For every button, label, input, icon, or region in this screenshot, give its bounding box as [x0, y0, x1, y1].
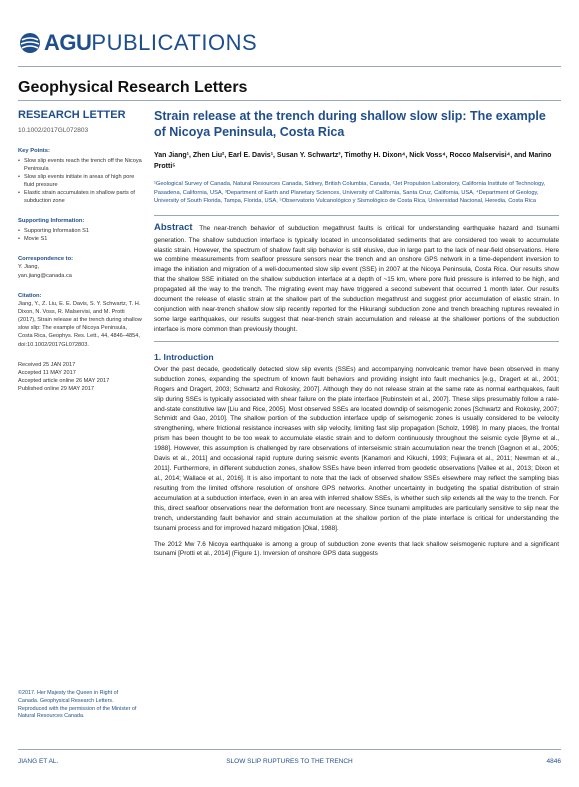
agu-globe-icon: [18, 31, 42, 55]
key-points-list: [18, 157, 142, 206]
key-point: • Elastic strain accumulates in shallow parts of subduction zone: [24, 189, 142, 205]
abstract-box: [154, 215, 559, 342]
supporting-info-heading: Supporting Information:: [18, 218, 85, 225]
logo-publications-text: PUBLICATIONS: [91, 30, 258, 55]
footer-authors: JIANG ET AL.: [18, 758, 59, 765]
publication-dates: [18, 361, 142, 393]
journal-name: Geophysical Research Letters: [18, 79, 248, 96]
header-divider: [18, 66, 561, 67]
supporting-info-list: [18, 227, 142, 243]
footer-running-title: SLOW SLIP RUPTURES TO THE TRENCH: [226, 758, 353, 765]
footer-divider: [18, 749, 561, 750]
author-list: Yan Jiang¹, Zhen Liu², Earl E. Davis¹, Susan Y. Schwartz³, Timothy H. Dixon⁴, Nick Voss⁴, Rocco Malservisi⁴, and Marino Protti⁵: [154, 151, 552, 171]
article-main: [154, 108, 559, 559]
citation-text: Jiang, Y., Z. Liu, E. E. Davis, S. Y. Schwartz, T. H. Dixon, N. Voss, R. Malservisi, and M. Protti (2017), Strain release at the trench during shallow slow slip: The example of Nicoya Peninsula, Costa Rica, Geophys. Res. Lett., 44, 4846–4854, doi:10.1002/2017GL072803.: [18, 301, 142, 348]
abstract-text: The near-trench behavior of subduction megathrust faults is critical for understanding earthquake hazard and tsunami generation. The shallow subduction interface is typically located in unconsolidated sediments that are considered too weak to accumulate elastic strain. However, the spectrum of shallow fault slip behavior is still elusive, due in large part to the lack of near-field observations. Here we combine measurements from seafloor pressure sensors near the trench and an onshore GPS network in a time-dependent inversion to image the initiation and migration of a well-documented slow slip event (SSE) in 2007 at the Nicoya Peninsula, Costa Rica. Our results show that the shallow SSE initiated on the shallow subduction interface at a depth of ~15 km, where pore fluid pressure is inferred to be high, and propagated all the way to the trench. The migrating event may have triggered a second subevent that occurred 1 month later. Our results document the release of elastic strain at the shallow part of the subduction megathrust and suggest prior accumulation of elastic strain. In conjunction with near-trench shallow slow slip recently reported for the Hikurangi subduction zone and trench breaching ruptures revealed in some large earthquakes, our results suggest that near-trench strain accumulation and release at the shallower portions of the subduction interface is more common than previously thought.: [154, 224, 559, 333]
key-point: • Slow slip events initiate in areas of high pore fluid pressure: [24, 173, 142, 189]
sidebar: [18, 108, 142, 393]
body-paragraph: The 2012 Mw 7.6 Nicoya earthquake is among a group of subduction zone events that lack shallow seismogenic rupture and a significant tsunami [Protti et al., 2014] (Figure 1). Inversion of onshore GPS data suggests: [154, 540, 559, 558]
copyright-notice: ©2017. Her Majesty the Queen in Right of Canada. Geophysical Research Letters. Reproduced with the permission of the Minister of Natural Resources Canada.: [18, 690, 137, 720]
key-points-heading: Key Points:: [18, 148, 50, 155]
affiliations: ¹Geological Survey of Canada, Natural Resources Canada, Sidney, British Columbia, Canada, ²Jet Propulsion Laboratory, California Institute of Technology, Pasadena, California, USA, ³Department of Earth and Planetary Sciences, University of California, Santa Cruz, California, USA, ⁴Department of Geology, University of South Florida, Tampa, Florida, USA, ⁵Observatorio Vulcanológico y Sismológico de Costa Rica, Universidad Nacional, Heredia, Costa Rica: [154, 181, 546, 205]
supporting-info-link[interactable]: • Movie S1: [24, 235, 142, 243]
correspondence-name: Y. Jiang,: [18, 264, 40, 271]
accepted-online-date: Accepted article online 26 MAY 2017: [18, 377, 110, 384]
article-type: RESEARCH LETTER: [18, 109, 126, 121]
accepted-date: Accepted 11 MAY 2017: [18, 369, 76, 376]
section-heading: 1. Introduction: [154, 351, 214, 362]
article-title: Strain release at the trench during shallow slow slip: The example of Nicoya Peninsula, Costa Rica: [154, 109, 546, 140]
correspondence-email[interactable]: yan.jiang@canada.ca: [18, 272, 72, 279]
published-online-date: Published online 29 MAY 2017: [18, 386, 94, 392]
supporting-info-link[interactable]: • Supporting Information S1: [24, 227, 142, 235]
page-number: 4846: [546, 758, 561, 765]
abstract-heading: Abstract: [154, 221, 193, 233]
key-point: • Slow slip events reach the trench off the Nicoya Peninsula: [24, 157, 142, 173]
article-doi[interactable]: 10.1002/2017GL072803: [18, 126, 89, 134]
received-date: Received 25 JAN 2017: [18, 361, 76, 368]
correspondence-heading: Correspondence to:: [18, 256, 74, 263]
journal-divider: [18, 100, 561, 101]
logo-agu-text: AGU: [44, 30, 92, 55]
citation-heading: Citation:: [18, 292, 42, 299]
body-paragraph: Over the past decade, geodetically detected slow slip events (SSEs) and accompanying nonvolcanic tremor have been observed in many subduction zones, expanding the spectrum of known fault behaviors and providing insight into fault mechanics [e.g., Dragert et al., 2001; Rogers and Dragert, 2003; Schwartz and Rokosky, 2007]. Although they do not release strain at the same rate as normal earthquakes, fault slip during SSEs is typically associated with shear failure on the plate interface [Rubinstein et al., 2007]. These slips presumably follow a rate-and-state constitutive law [Liu and Rice, 2005]. Most observed SSEs are located downdip of seismogenic zones [Schwartz and Rokosky, 2007; Schmidt and Gao, 2010]. The shallow portion of the subduction interface updip of seismogenic zones is usually considered to be velocity strengthening, where frictional resistance increases with slip velocity, limiting fast slip propagation [Scholz, 1998]. In many places, the frontal prism has been thought to be too weak to accumulate elastic strain and to deform continuously throughout the seismic cycle [Byrne et al., 1988]. However, this assumption is challenged by rare observations of interseismic strain accumulation near the trench [Gagnon et al., 2005; Davis et al., 2011] and occasional rapid rupture during seismic events [Kanamori and Kikuchi, 1993; Fujiwara et al., 2011; Newman et al., 2011]. Furthermore, in different subduction zones, shallow SSEs have been inferred from geodetic observations [Vallee et al., 2013; Dixon et al., 2014; Wallace et al., 2016]. It is also important to note that the lack of observed shallow SSEs elsewhere may reflect the sampling bias resulting from the limited offshore resolution of onshore GPS networks. Another uncertainty in budgeting the spatial distribution of strain accumulation at a subduction interface, even in an area with inferred shallow SSEs, is whether such slip extends all the way to the trench. For this, direct seafloor observations near the deformation front are necessary. Since tsunami amplitudes are particularly sensitive to slip near the trench, understanding fault behavior and strain accumulation at the shallow portion of the plate interface is critical for understanding the tsunami process and for improved hazard mitigation [Okal, 1988].: [154, 365, 559, 532]
agu-logo: [18, 30, 257, 56]
